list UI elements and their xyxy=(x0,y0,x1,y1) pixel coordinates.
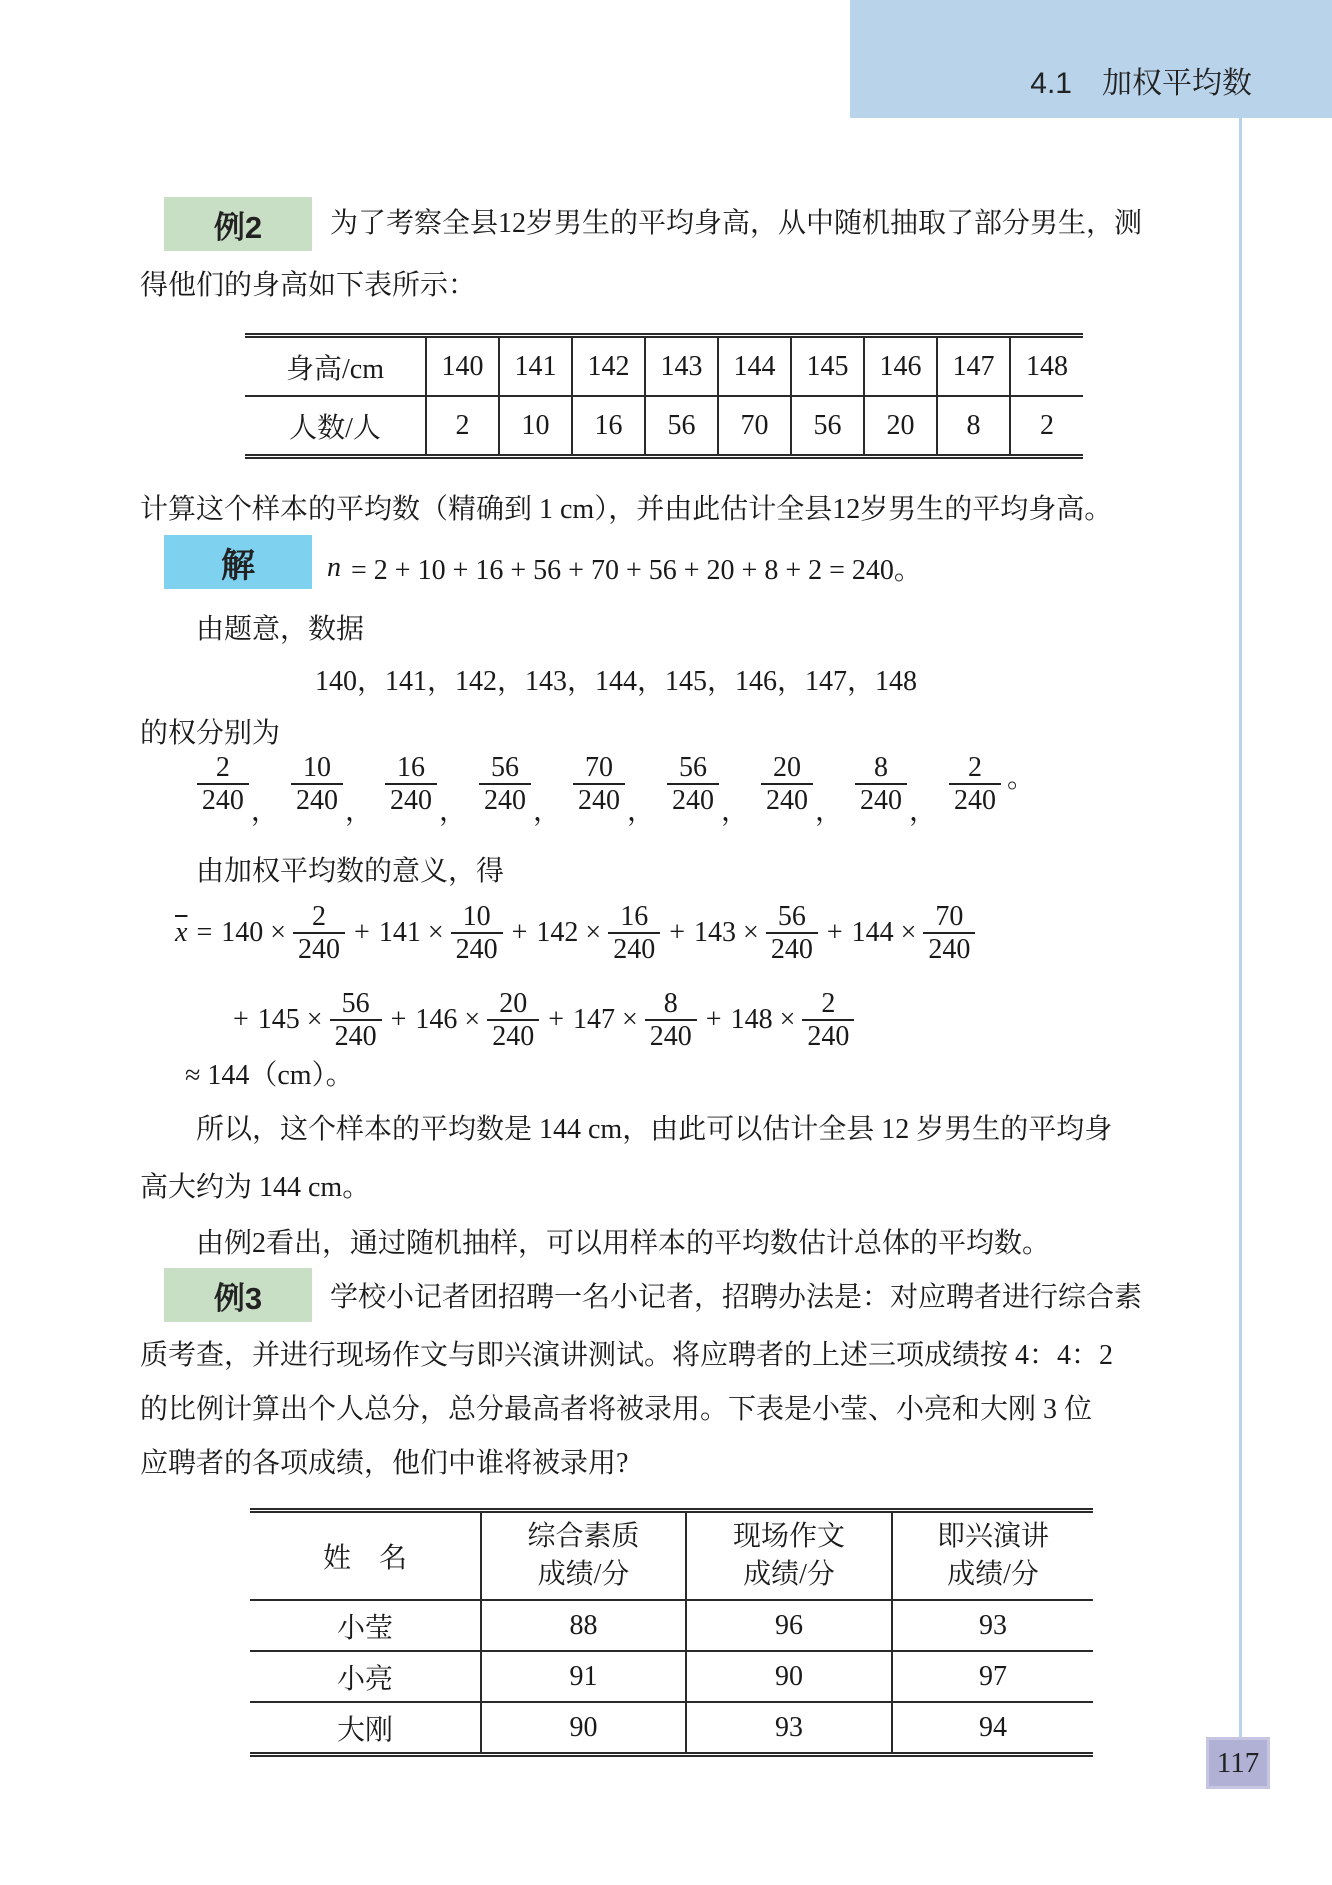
plus-sign: + xyxy=(548,1004,564,1035)
weight-fraction: $\frac{2}{240}$ xyxy=(802,988,854,1053)
height-cell: 143 xyxy=(645,336,718,397)
example3-line3: 的比例计算出个人总分，总分最高者将被录用。下表是小莹、小亮和大刚 3 位 xyxy=(140,1394,1093,1425)
times-sign: × xyxy=(585,917,602,948)
data-values-line: 140，141，142，143，144，145，146，147，148 xyxy=(314,666,917,697)
score-cell: 94 xyxy=(892,1702,1093,1755)
example3-line2: 质考查，并进行现场作文与即兴演讲测试。将应聘者的上述三项成绩按 4：4：2 xyxy=(140,1340,1114,1371)
weight-fraction: $\frac{20}{240}$ xyxy=(487,988,539,1053)
height-frequency-table xyxy=(245,333,1083,459)
data-intro-line: 由题意，数据 xyxy=(196,614,365,645)
equals-sign: = xyxy=(196,917,213,948)
value: 147 xyxy=(572,1004,615,1035)
weight-fraction: $\frac{56}{240}$ xyxy=(766,901,818,966)
value: 144 xyxy=(851,917,894,948)
conclusion-line2: 高大约为 144 cm。 xyxy=(140,1172,371,1203)
value: 142 xyxy=(536,917,579,948)
weighted-mean-intro-line: 由加权平均数的意义，得 xyxy=(196,856,505,887)
count-cell: 16 xyxy=(572,396,645,457)
weight-fraction: $\frac{2}{240}$ xyxy=(949,752,1001,817)
height-cell: 141 xyxy=(499,336,572,397)
comma: ， xyxy=(532,796,561,828)
score-cell: 91 xyxy=(481,1651,686,1702)
example2-intro-line1: 为了考察全县12岁男生的平均身高，从中随机抽取了部分男生，测 xyxy=(330,208,1143,239)
plus-sign: + xyxy=(705,1004,722,1035)
plus-sign: + xyxy=(511,917,528,948)
weight-fraction: $\frac{56}{240}$ xyxy=(667,752,719,817)
example2-label: 例2 xyxy=(213,209,263,245)
plus-sign: + xyxy=(354,917,370,948)
height-cell: 144 xyxy=(718,336,791,397)
height-cell: 148 xyxy=(1010,336,1083,397)
example2-label-box xyxy=(164,197,312,251)
page-number-box xyxy=(1206,1737,1270,1789)
section-title: 4.1 加权平均数 xyxy=(1030,67,1252,100)
comma: ， xyxy=(250,796,279,828)
score-cell: 90 xyxy=(481,1702,686,1755)
page-number: 117 xyxy=(1216,1746,1260,1779)
table-row xyxy=(250,1702,1093,1755)
count-cell: 2 xyxy=(426,396,499,457)
period: 。 xyxy=(1007,763,1036,795)
xbar-variable: $\overline{x}$ xyxy=(175,917,188,948)
times-sign: × xyxy=(900,917,917,948)
score-cell: 96 xyxy=(686,1600,892,1651)
name-column-header: 姓 名 xyxy=(250,1511,481,1601)
height-row-header: 身高/cm xyxy=(245,336,426,397)
value: 141 xyxy=(378,917,421,948)
count-cell: 20 xyxy=(864,396,937,457)
height-cell: 142 xyxy=(572,336,645,397)
example3-label: 例3 xyxy=(213,1280,263,1316)
times-sign: × xyxy=(427,917,444,948)
weight-fraction: $\frac{10}{240}$ xyxy=(291,752,343,817)
example2-intro-line2: 得他们的身高如下表所示： xyxy=(140,270,477,301)
score-column-header: 现场作文 成绩/分 xyxy=(686,1511,892,1601)
score-cell: 88 xyxy=(481,1600,686,1651)
plus-sign: + xyxy=(669,917,686,948)
candidate-name: 小莹 xyxy=(250,1600,481,1651)
value: 148 xyxy=(730,1004,773,1035)
comma: ， xyxy=(626,796,655,828)
comma: ， xyxy=(815,796,844,828)
value: 140 xyxy=(221,917,264,948)
value: 143 xyxy=(694,917,737,948)
weight-fraction: $\frac{56}{240}$ xyxy=(479,752,531,817)
comma: ， xyxy=(909,796,938,828)
comma: ， xyxy=(721,796,750,828)
weight-fraction: $\frac{56}{240}$ xyxy=(330,988,382,1053)
score-cell: 90 xyxy=(686,1651,892,1702)
weight-fraction: $\frac{70}{240}$ xyxy=(923,901,975,966)
n-equation-body: = 2 + 10 + 16 + 56 + 70 + 56 + 20 + 8 + 2 = 240。 xyxy=(351,555,922,586)
score-column-header: 综合素质 成绩/分 xyxy=(481,1511,686,1601)
comma: ， xyxy=(344,796,373,828)
solution-label-box xyxy=(164,535,312,589)
example3-label-box xyxy=(164,1268,312,1322)
plus-sign: + xyxy=(826,917,843,948)
count-cell: 56 xyxy=(791,396,864,457)
times-sign: × xyxy=(464,1004,481,1035)
times-sign: × xyxy=(270,917,287,948)
plus-sign: + xyxy=(233,1004,249,1035)
times-sign: × xyxy=(743,917,759,948)
count-cell: 70 xyxy=(718,396,791,457)
weights-fraction-row xyxy=(140,752,1092,828)
weight-fraction: $\frac{70}{240}$ xyxy=(573,752,625,817)
score-cell: 93 xyxy=(686,1702,892,1755)
candidate-name: 小亮 xyxy=(250,1651,481,1702)
weight-fraction: $\frac{8}{240}$ xyxy=(855,752,907,817)
candidate-scores-table xyxy=(250,1508,1093,1757)
weight-fraction: $\frac{8}{240}$ xyxy=(645,988,697,1053)
count-cell: 10 xyxy=(499,396,572,457)
right-margin-rule xyxy=(1239,118,1242,1737)
comma: ， xyxy=(438,796,467,828)
score-column-header: 即兴演讲 成绩/分 xyxy=(892,1511,1093,1601)
section-header-banner xyxy=(850,0,1332,118)
approx-result-line: ≈ 144（cm）。 xyxy=(185,1060,354,1091)
example2-remark: 由例2看出，通过随机抽样，可以用样本的平均数估计总体的平均数。 xyxy=(196,1228,1051,1259)
times-sign: × xyxy=(779,1004,796,1035)
weight-fraction: $\frac{10}{240}$ xyxy=(451,901,503,966)
solution-label: 解 xyxy=(221,546,255,585)
table-row xyxy=(250,1651,1093,1702)
plus-sign: + xyxy=(390,1004,407,1035)
height-cell: 146 xyxy=(864,336,937,397)
times-sign: × xyxy=(621,1004,638,1035)
example3-line4: 应聘者的各项成绩，他们中谁将被录用? xyxy=(140,1448,629,1479)
count-cell: 8 xyxy=(937,396,1010,457)
times-sign: × xyxy=(306,1004,323,1035)
table-row xyxy=(245,336,1083,397)
example2-question: 计算这个样本的平均数（精确到 1 cm），并由此估计全县12岁男生的平均身高。 xyxy=(140,494,1113,525)
height-cell: 147 xyxy=(937,336,1010,397)
count-cell: 2 xyxy=(1010,396,1083,457)
table-row xyxy=(245,396,1083,457)
height-cell: 140 xyxy=(426,336,499,397)
weight-fraction: $\frac{2}{240}$ xyxy=(293,901,345,966)
weight-fraction: $\frac{20}{240}$ xyxy=(761,752,813,817)
value: 146 xyxy=(415,1004,458,1035)
value: 145 xyxy=(257,1004,300,1035)
conclusion-line1: 所以，这个样本的平均数是 144 cm，由此可以估计全县 12 岁男生的平均身 xyxy=(196,1114,1113,1145)
count-row-header: 人数/人 xyxy=(289,412,381,444)
height-cell: 145 xyxy=(791,336,864,397)
weight-fraction: $\frac{2}{240}$ xyxy=(197,752,249,817)
example3-line1: 学校小记者团招聘一名小记者，招聘办法是：对应聘者进行综合素 xyxy=(330,1282,1143,1313)
weight-fraction: $\frac{16}{240}$ xyxy=(608,901,660,966)
score-cell: 93 xyxy=(892,1600,1093,1651)
n-variable: n xyxy=(327,552,341,583)
mean-formula-line1 xyxy=(175,888,975,978)
weight-fraction: $\frac{16}{240}$ xyxy=(385,752,437,817)
mean-formula-line2 xyxy=(233,975,854,1065)
candidate-name: 大刚 xyxy=(336,1714,393,1746)
table-header-row xyxy=(250,1511,1093,1601)
n-equation xyxy=(327,548,922,588)
table-row xyxy=(250,1600,1093,1651)
weights-intro-line: 的权分别为 xyxy=(140,718,281,749)
count-cell: 56 xyxy=(645,396,718,457)
score-cell: 97 xyxy=(892,1651,1093,1702)
